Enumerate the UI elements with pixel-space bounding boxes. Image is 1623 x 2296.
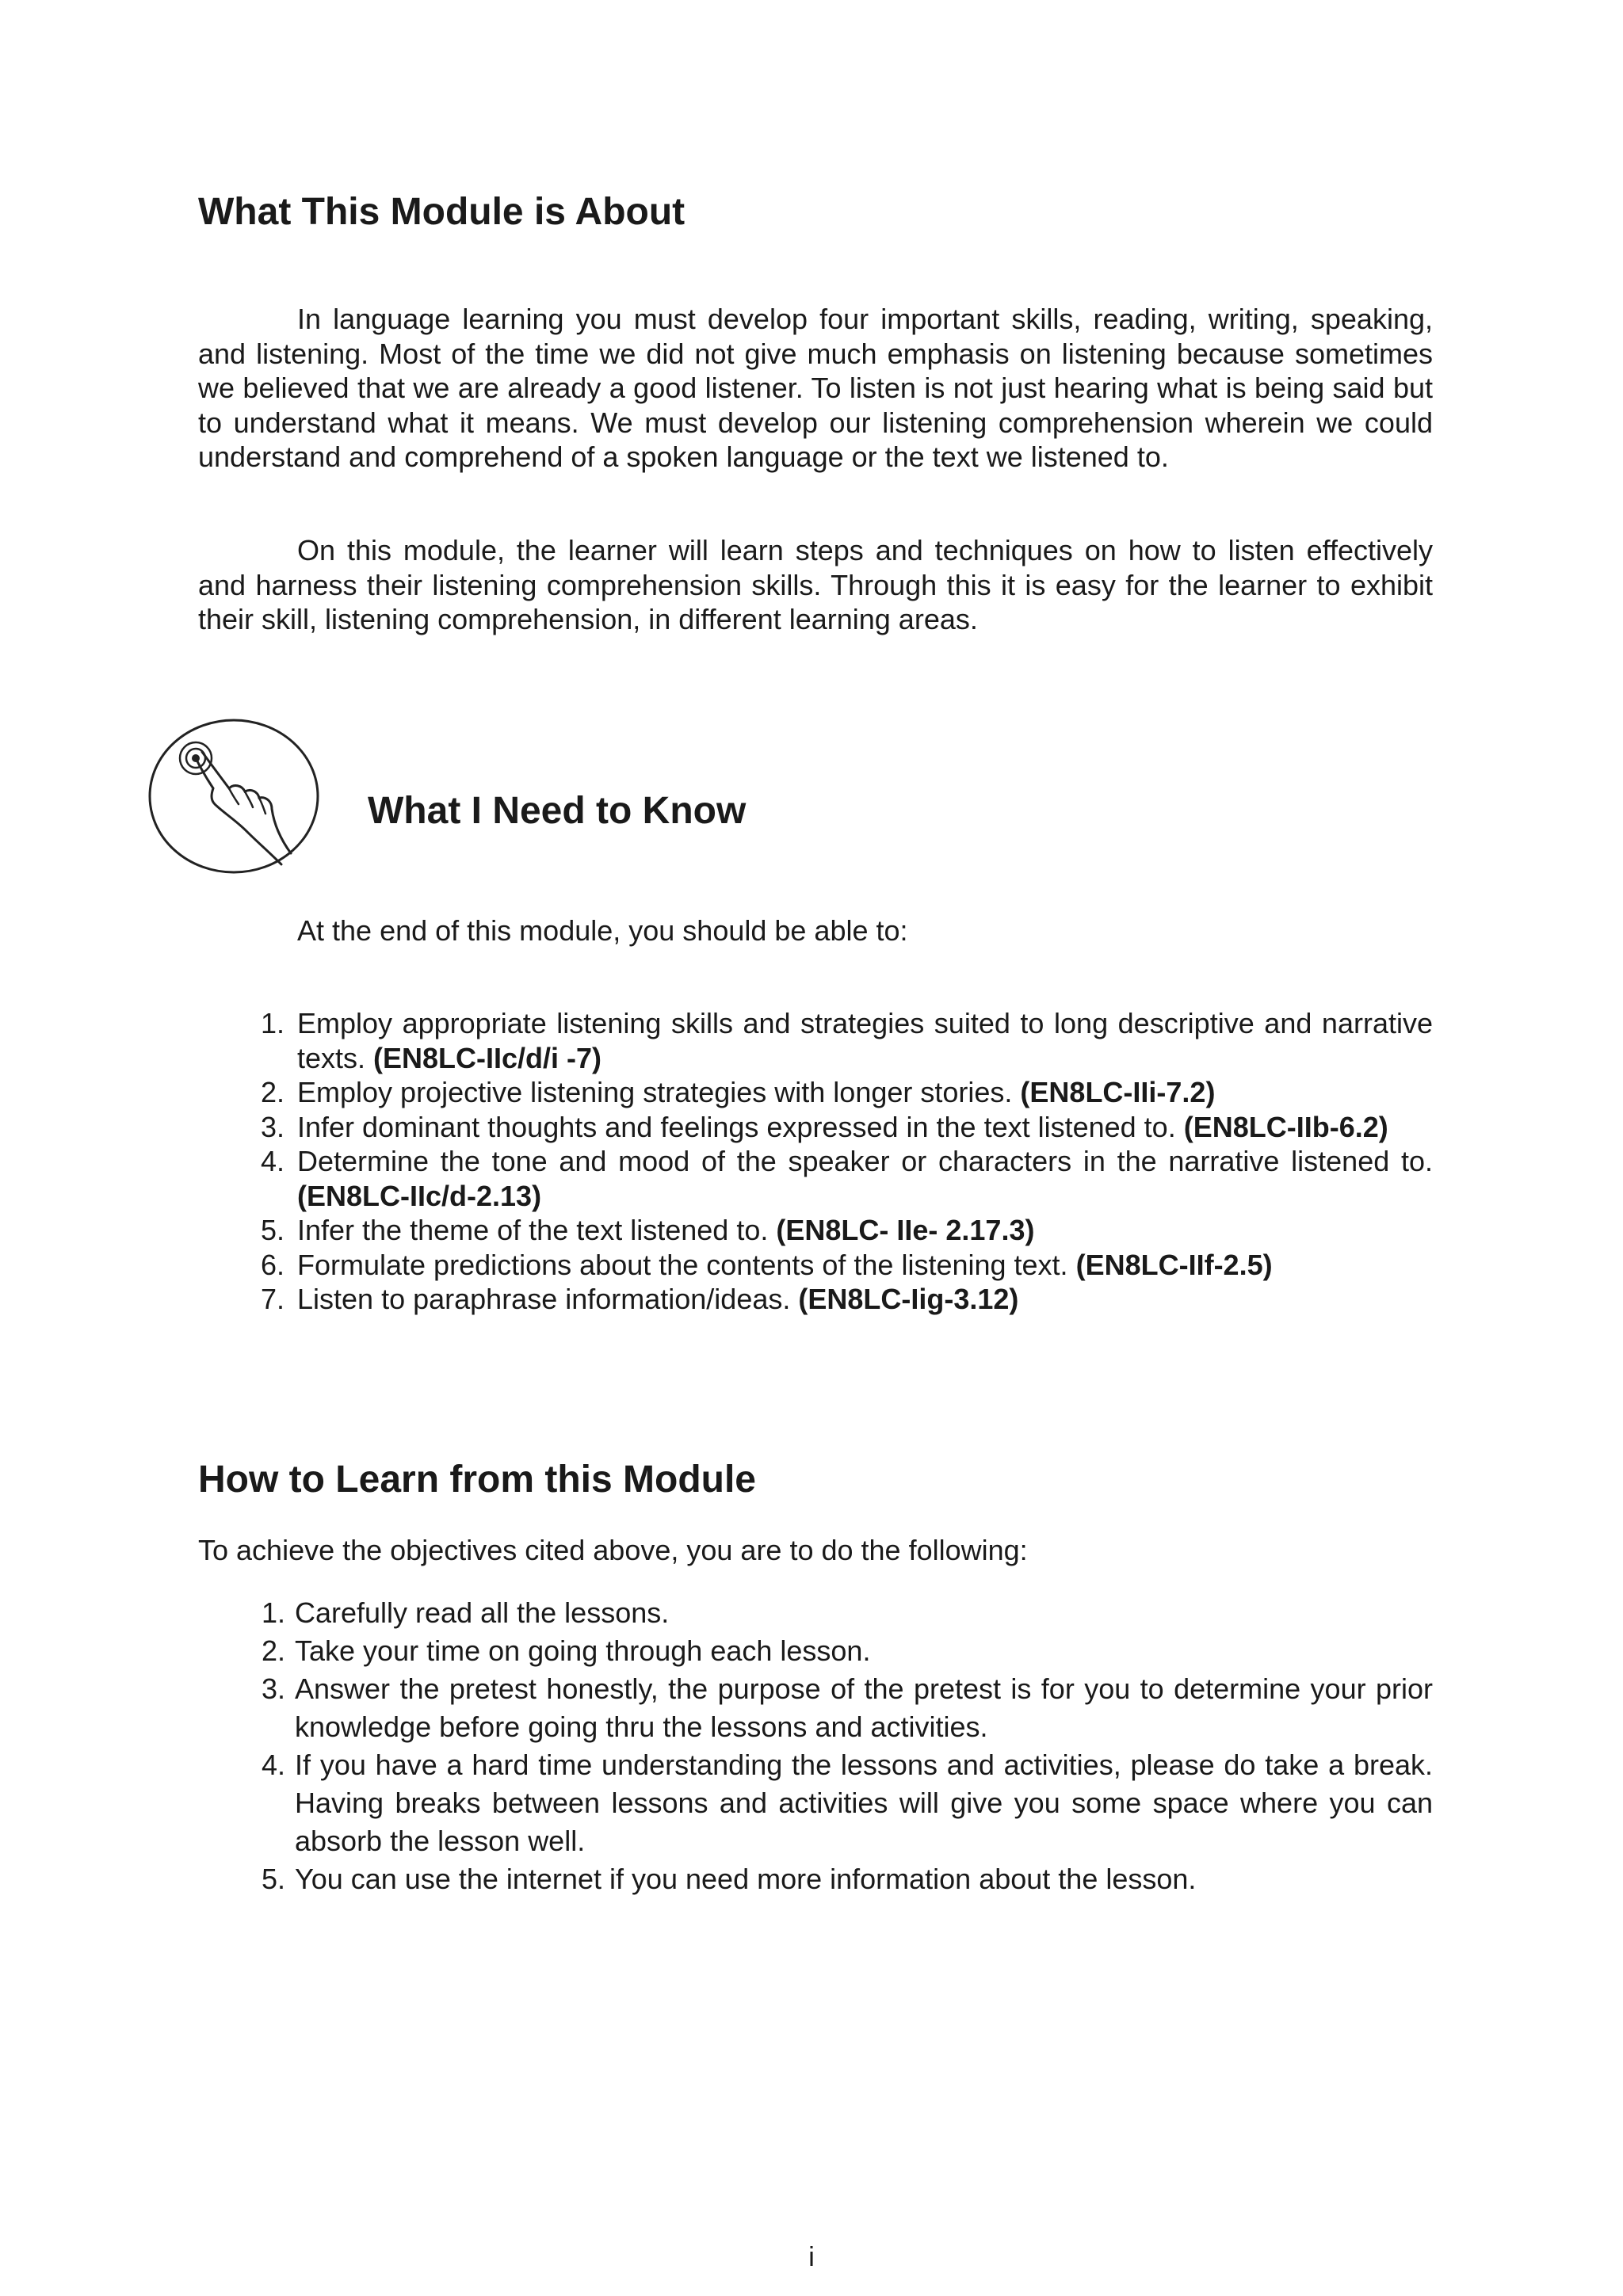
objectives-lead: At the end of this module, you should be able to:	[297, 914, 908, 947]
list-item: 6. Formulate predictions about the contents of the listening text. (EN8LC-IIf-2.5)	[260, 1248, 1273, 1281]
section-title-how-to-learn: How to Learn from this Module	[198, 1459, 756, 1501]
list-item: 4. If you have a hard time understanding the lessons and activities, please do take a break. Having breaks between lessons and activities will give you some space where you can absorb the lesson well.	[261, 1749, 1433, 1857]
section-title-need-to-know: What I Need to Know	[368, 790, 747, 832]
list-item: 7. Listen to paraphrase information/ideas. (EN8LC-Iig-3.12)	[260, 1283, 1019, 1315]
list-item: 1. Carefully read all the lessons.	[261, 1596, 670, 1629]
paragraph-intro: In language learning you must develop four important skills, reading, writing, speaking, and listening. Most of the time we did not give much emphasis on listening because sometimes we believed that we are already a good listener. To listen is not just hearing what is being said but to understand what it means. We must develop our listening comprehension wherein we could understand and comprehend of a spoken language or the text we listened to.	[198, 303, 1433, 473]
list-item: 1. Employ appropriate listening skills and strategies suited to long descriptive and narrative texts. (EN8LC-IIc/d/i -7)	[260, 1007, 1433, 1074]
list-item: 2. Employ projective listening strategies with longer stories. (EN8LC-IIi-7.2)	[260, 1076, 1216, 1108]
section-title-module-about: What This Module is About	[198, 191, 685, 233]
paragraph-module-overview: On this module, the learner will learn steps and techniques on how to listen effectively and harness their listening comprehension skills. Through this it is easy for the learner to exhibit their skill, listening comprehension, in different learning areas.	[198, 534, 1433, 635]
list-item: 4. Determine the tone and mood of the speaker or characters in the narrative listened to. (EN8LC-IIc/d-2.13)	[260, 1145, 1433, 1212]
steps-intro: To achieve the objectives cited above, you are to do the following:	[198, 1534, 1028, 1566]
list-item: 5. You can use the internet if you need more information about the lesson.	[261, 1863, 1197, 1895]
list-item: 3. Infer dominant thoughts and feelings expressed in the text listened to. (EN8LC-IIb-6.2)	[260, 1110, 1388, 1143]
list-item: 5. Infer the theme of the text listened to. (EN8LC- IIe- 2.17.3)	[260, 1214, 1035, 1246]
objectives-list	[260, 1006, 1433, 1317]
steps-list	[261, 1594, 1433, 1898]
hand-tap-icon	[147, 717, 321, 875]
list-item: 2. Take your time on going through each lesson.	[261, 1634, 871, 1667]
page-number: i	[808, 2242, 815, 2272]
list-item: 3. Answer the pretest honestly, the purpose of the pretest is for you to determine your prior knowledge before going thru the lessons and activities.	[261, 1672, 1433, 1743]
